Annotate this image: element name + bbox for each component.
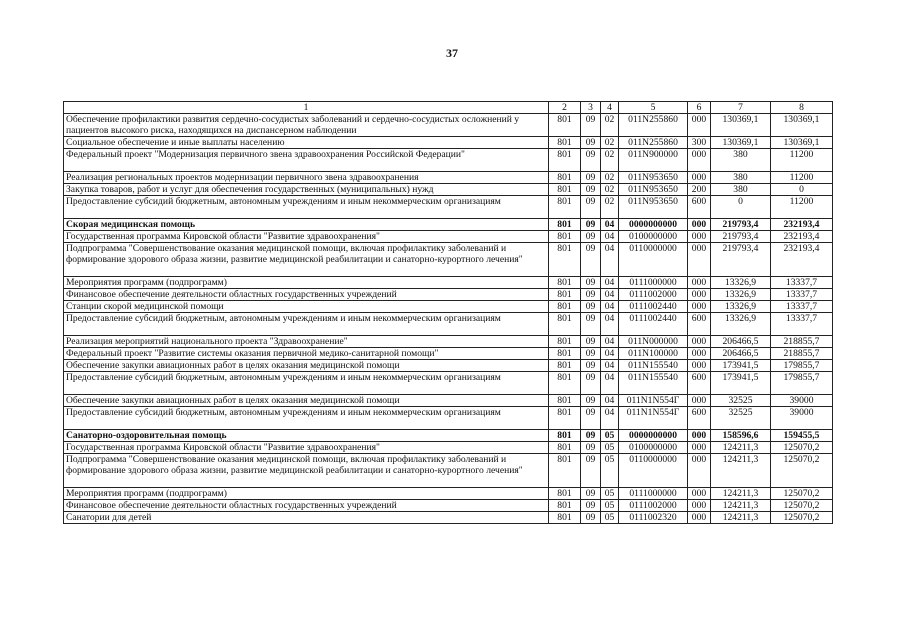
row-name: Предоставление субсидий бюджетным, автономным учреждениям и иным некоммерческим организациям bbox=[64, 196, 549, 219]
table-row bbox=[64, 231, 833, 243]
row-expense-type: 000 bbox=[688, 149, 711, 172]
row-subsection: 04 bbox=[601, 360, 619, 372]
row-expense-type: 000 bbox=[688, 336, 711, 348]
row-name: Предоставление субсидий бюджетным, автономным учреждениям и иным некоммерческим организациям bbox=[64, 372, 549, 395]
row-subsection: 05 bbox=[601, 442, 619, 454]
row-name: Федеральный проект "Модернизация первичного звена здравоохранения Российской Федерации" bbox=[64, 149, 549, 172]
row-name: Реализация мероприятий национального проекта "Здравоохранение" bbox=[64, 336, 549, 348]
row-name: Станции скорой медицинской помощи bbox=[64, 301, 549, 313]
row-expense-type: 000 bbox=[688, 488, 711, 500]
row-grbs-code: 801 bbox=[549, 395, 581, 407]
row-section: 09 bbox=[581, 277, 601, 289]
row-grbs-code: 801 bbox=[549, 149, 581, 172]
row-expense-type: 000 bbox=[688, 231, 711, 243]
row-target-code: 011N100000 bbox=[619, 348, 688, 360]
row-section: 09 bbox=[581, 172, 601, 184]
row-expense-type: 000 bbox=[688, 301, 711, 313]
table-row bbox=[64, 488, 833, 500]
row-target-code: 0100000000 bbox=[619, 231, 688, 243]
row-target-code: 011N953650 bbox=[619, 184, 688, 196]
row-target-code: 0111000000 bbox=[619, 277, 688, 289]
row-sum-year2: 39000 bbox=[771, 395, 833, 407]
row-section: 09 bbox=[581, 149, 601, 172]
row-expense-type: 600 bbox=[688, 372, 711, 395]
row-grbs-code: 801 bbox=[549, 512, 581, 524]
row-name: Санатории для детей bbox=[64, 512, 549, 524]
row-section: 09 bbox=[581, 430, 601, 442]
row-name: Государственная программа Кировской области "Развитие здравоохранения" bbox=[64, 442, 549, 454]
row-sum-year2: 179855,7 bbox=[771, 372, 833, 395]
row-sum-year2: 159455,5 bbox=[771, 430, 833, 442]
row-sum-year2: 179855,7 bbox=[771, 360, 833, 372]
row-grbs-code: 801 bbox=[549, 360, 581, 372]
row-target-code: 011N255860 bbox=[619, 137, 688, 149]
row-expense-type: 000 bbox=[688, 219, 711, 231]
row-sum-year1: 206466,5 bbox=[711, 348, 771, 360]
row-grbs-code: 801 bbox=[549, 114, 581, 137]
row-subsection: 04 bbox=[601, 395, 619, 407]
row-section: 09 bbox=[581, 313, 601, 336]
table-header-row bbox=[64, 102, 833, 114]
row-sum-year2: 218855,7 bbox=[771, 348, 833, 360]
row-name: Мероприятия программ (подпрограмм) bbox=[64, 488, 549, 500]
row-sum-year1: 173941,5 bbox=[711, 372, 771, 395]
row-section: 09 bbox=[581, 512, 601, 524]
row-sum-year1: 124211,3 bbox=[711, 442, 771, 454]
row-grbs-code: 801 bbox=[549, 454, 581, 488]
row-subsection: 04 bbox=[601, 336, 619, 348]
table-row bbox=[64, 313, 833, 336]
row-sum-year1: 130369,1 bbox=[711, 137, 771, 149]
row-section: 09 bbox=[581, 500, 601, 512]
row-grbs-code: 801 bbox=[549, 289, 581, 301]
row-section: 09 bbox=[581, 442, 601, 454]
page-number: 37 bbox=[446, 46, 458, 60]
column-header: 5 bbox=[619, 102, 688, 114]
row-expense-type: 300 bbox=[688, 137, 711, 149]
row-sum-year1: 380 bbox=[711, 149, 771, 172]
row-section: 09 bbox=[581, 395, 601, 407]
row-section: 09 bbox=[581, 336, 601, 348]
row-sum-year1: 173941,5 bbox=[711, 360, 771, 372]
row-sum-year1: 13326,9 bbox=[711, 277, 771, 289]
row-name: Мероприятия программ (подпрограмм) bbox=[64, 277, 549, 289]
row-sum-year1: 219793,4 bbox=[711, 219, 771, 231]
row-subsection: 04 bbox=[601, 277, 619, 289]
row-subsection: 02 bbox=[601, 196, 619, 219]
row-expense-type: 000 bbox=[688, 114, 711, 137]
row-sum-year2: 125070,2 bbox=[771, 454, 833, 488]
row-target-code: 011N155540 bbox=[619, 360, 688, 372]
row-section: 09 bbox=[581, 219, 601, 231]
row-name: Обеспечение профилактики развития сердечно-сосудистых заболеваний и сердечно-сосудистых осложнений у пациентов высокого риска, находящихся на диспансерном наблюдении bbox=[64, 114, 549, 137]
row-subsection: 04 bbox=[601, 289, 619, 301]
row-sum-year2: 130369,1 bbox=[771, 137, 833, 149]
row-target-code: 011N155540 bbox=[619, 372, 688, 395]
row-expense-type: 000 bbox=[688, 243, 711, 277]
row-name: Реализация региональных проектов модернизации первичного звена здравоохранения bbox=[64, 172, 549, 184]
row-subsection: 04 bbox=[601, 372, 619, 395]
row-section: 09 bbox=[581, 289, 601, 301]
row-sum-year2: 125070,2 bbox=[771, 512, 833, 524]
row-grbs-code: 801 bbox=[549, 243, 581, 277]
row-sum-year1: 124211,3 bbox=[711, 488, 771, 500]
row-sum-year1: 158596,6 bbox=[711, 430, 771, 442]
row-name: Подпрограмма "Совершенствование оказания медицинской помощи, включая профилактику заболеваний и формирование здорового образа жизни, развитие медицинской реабилитации и санаторно-курортного лечения" bbox=[64, 454, 549, 488]
row-expense-type: 000 bbox=[688, 277, 711, 289]
row-sum-year1: 124211,3 bbox=[711, 454, 771, 488]
row-sum-year1: 219793,4 bbox=[711, 231, 771, 243]
row-sum-year1: 32525 bbox=[711, 407, 771, 430]
row-name: Федеральный проект "Развитие системы оказания первичной медико-санитарной помощи" bbox=[64, 348, 549, 360]
row-name: Государственная программа Кировской области "Развитие здравоохранения" bbox=[64, 231, 549, 243]
row-sum-year2: 218855,7 bbox=[771, 336, 833, 348]
row-expense-type: 200 bbox=[688, 184, 711, 196]
row-section: 09 bbox=[581, 114, 601, 137]
row-expense-type: 000 bbox=[688, 430, 711, 442]
row-subsection: 04 bbox=[601, 219, 619, 231]
table-row bbox=[64, 360, 833, 372]
row-sum-year2: 11200 bbox=[771, 149, 833, 172]
row-name: Подпрограмма "Совершенствование оказания медицинской помощи, включая профилактику заболеваний и формирование здорового образа жизни, развитие медицинской реабилитации и санаторно-курортного лечения" bbox=[64, 243, 549, 277]
table-row bbox=[64, 243, 833, 277]
row-sum-year1: 0 bbox=[711, 196, 771, 219]
table-row bbox=[64, 149, 833, 172]
row-section: 09 bbox=[581, 407, 601, 430]
row-subsection: 05 bbox=[601, 512, 619, 524]
row-grbs-code: 801 bbox=[549, 219, 581, 231]
column-header: 7 bbox=[711, 102, 771, 114]
row-name: Финансовое обеспечение деятельности областных государственных учреждений bbox=[64, 289, 549, 301]
row-target-code: 0111002320 bbox=[619, 512, 688, 524]
row-subsection: 05 bbox=[601, 488, 619, 500]
row-target-code: 011N255860 bbox=[619, 114, 688, 137]
row-expense-type: 000 bbox=[688, 360, 711, 372]
row-target-code: 0110000000 bbox=[619, 243, 688, 277]
row-grbs-code: 801 bbox=[549, 196, 581, 219]
table-row bbox=[64, 407, 833, 430]
table-row bbox=[64, 196, 833, 219]
budget-table bbox=[63, 101, 833, 524]
row-expense-type: 000 bbox=[688, 348, 711, 360]
row-target-code: 011N000000 bbox=[619, 336, 688, 348]
row-grbs-code: 801 bbox=[549, 407, 581, 430]
row-sum-year1: 130369,1 bbox=[711, 114, 771, 137]
row-target-code: 0111002000 bbox=[619, 289, 688, 301]
row-name: Обеспечение закупки авиационных работ в целях оказания медицинской помощи bbox=[64, 360, 549, 372]
row-subsection: 04 bbox=[601, 301, 619, 313]
row-grbs-code: 801 bbox=[549, 430, 581, 442]
row-target-code: 0110000000 bbox=[619, 454, 688, 488]
column-header: 2 bbox=[549, 102, 581, 114]
row-section: 09 bbox=[581, 454, 601, 488]
row-sum-year2: 130369,1 bbox=[771, 114, 833, 137]
table-row bbox=[64, 372, 833, 395]
row-grbs-code: 801 bbox=[549, 442, 581, 454]
row-expense-type: 000 bbox=[688, 454, 711, 488]
row-subsection: 02 bbox=[601, 114, 619, 137]
row-grbs-code: 801 bbox=[549, 231, 581, 243]
row-section: 09 bbox=[581, 348, 601, 360]
row-grbs-code: 801 bbox=[549, 348, 581, 360]
row-subsection: 04 bbox=[601, 407, 619, 430]
row-target-code: 011N953650 bbox=[619, 172, 688, 184]
table-row bbox=[64, 137, 833, 149]
row-target-code: 0000000000 bbox=[619, 219, 688, 231]
row-sum-year1: 124211,3 bbox=[711, 500, 771, 512]
row-sum-year2: 13337,7 bbox=[771, 289, 833, 301]
column-header: 1 bbox=[64, 102, 549, 114]
table-row bbox=[64, 172, 833, 184]
row-sum-year2: 232193,4 bbox=[771, 243, 833, 277]
row-section: 09 bbox=[581, 243, 601, 277]
table-row bbox=[64, 184, 833, 196]
row-target-code: 011N900000 bbox=[619, 149, 688, 172]
row-sum-year2: 125070,2 bbox=[771, 442, 833, 454]
row-section: 09 bbox=[581, 137, 601, 149]
row-target-code: 0000000000 bbox=[619, 430, 688, 442]
row-sum-year2: 0 bbox=[771, 184, 833, 196]
table-row bbox=[64, 454, 833, 488]
row-sum-year2: 13337,7 bbox=[771, 301, 833, 313]
row-name: Обеспечение закупки авиационных работ в целях оказания медицинской помощи bbox=[64, 395, 549, 407]
row-name: Предоставление субсидий бюджетным, автономным учреждениям и иным некоммерческим организациям bbox=[64, 313, 549, 336]
column-header: 4 bbox=[601, 102, 619, 114]
row-sum-year1: 13326,9 bbox=[711, 301, 771, 313]
row-subsection: 04 bbox=[601, 313, 619, 336]
table-row bbox=[64, 442, 833, 454]
row-subsection: 04 bbox=[601, 243, 619, 277]
row-sum-year2: 125070,2 bbox=[771, 500, 833, 512]
row-section: 09 bbox=[581, 196, 601, 219]
table-row bbox=[64, 512, 833, 524]
table-row bbox=[64, 348, 833, 360]
column-header: 6 bbox=[688, 102, 711, 114]
table-row bbox=[64, 430, 833, 442]
row-expense-type: 000 bbox=[688, 442, 711, 454]
column-header: 8 bbox=[771, 102, 833, 114]
table-row bbox=[64, 219, 833, 231]
row-name: Санаторно-оздоровительная помощь bbox=[64, 430, 549, 442]
row-grbs-code: 801 bbox=[549, 277, 581, 289]
row-subsection: 02 bbox=[601, 172, 619, 184]
row-subsection: 02 bbox=[601, 149, 619, 172]
row-grbs-code: 801 bbox=[549, 313, 581, 336]
row-subsection: 05 bbox=[601, 454, 619, 488]
row-target-code: 0111000000 bbox=[619, 488, 688, 500]
row-sum-year1: 13326,9 bbox=[711, 289, 771, 301]
row-subsection: 05 bbox=[601, 500, 619, 512]
row-expense-type: 000 bbox=[688, 500, 711, 512]
row-section: 09 bbox=[581, 360, 601, 372]
row-section: 09 bbox=[581, 488, 601, 500]
table-row bbox=[64, 114, 833, 137]
row-expense-type: 600 bbox=[688, 196, 711, 219]
row-target-code: 011N953650 bbox=[619, 196, 688, 219]
row-expense-type: 000 bbox=[688, 289, 711, 301]
row-grbs-code: 801 bbox=[549, 137, 581, 149]
row-sum-year2: 232193,4 bbox=[771, 231, 833, 243]
row-sum-year2: 39000 bbox=[771, 407, 833, 430]
row-name: Скорая медицинская помощь bbox=[64, 219, 549, 231]
row-expense-type: 000 bbox=[688, 512, 711, 524]
row-expense-type: 600 bbox=[688, 407, 711, 430]
table-row bbox=[64, 289, 833, 301]
row-sum-year1: 219793,4 bbox=[711, 243, 771, 277]
row-sum-year1: 380 bbox=[711, 172, 771, 184]
table-row bbox=[64, 395, 833, 407]
row-target-code: 0111002440 bbox=[619, 301, 688, 313]
row-target-code: 0111002000 bbox=[619, 500, 688, 512]
row-subsection: 05 bbox=[601, 430, 619, 442]
row-target-code: 011N1N554Г bbox=[619, 407, 688, 430]
row-name: Закупка товаров, работ и услуг для обеспечения государственных (муниципальных) нужд bbox=[64, 184, 549, 196]
row-sum-year1: 206466,5 bbox=[711, 336, 771, 348]
row-section: 09 bbox=[581, 372, 601, 395]
column-header: 3 bbox=[581, 102, 601, 114]
row-name: Финансовое обеспечение деятельности областных государственных учреждений bbox=[64, 500, 549, 512]
row-name: Предоставление субсидий бюджетным, автономным учреждениям и иным некоммерческим организациям bbox=[64, 407, 549, 430]
row-expense-type: 000 bbox=[688, 172, 711, 184]
row-sum-year2: 11200 bbox=[771, 172, 833, 184]
row-expense-type: 000 bbox=[688, 395, 711, 407]
row-grbs-code: 801 bbox=[549, 301, 581, 313]
table-row bbox=[64, 301, 833, 313]
row-grbs-code: 801 bbox=[549, 336, 581, 348]
row-grbs-code: 801 bbox=[549, 172, 581, 184]
row-sum-year2: 232193,4 bbox=[771, 219, 833, 231]
table-row bbox=[64, 277, 833, 289]
row-name: Социальное обеспечение и иные выплаты населению bbox=[64, 137, 549, 149]
row-sum-year1: 13326,9 bbox=[711, 313, 771, 336]
row-subsection: 02 bbox=[601, 137, 619, 149]
row-sum-year2: 11200 bbox=[771, 196, 833, 219]
row-section: 09 bbox=[581, 184, 601, 196]
table-row bbox=[64, 336, 833, 348]
row-subsection: 04 bbox=[601, 348, 619, 360]
row-grbs-code: 801 bbox=[549, 488, 581, 500]
row-target-code: 0111002440 bbox=[619, 313, 688, 336]
row-subsection: 04 bbox=[601, 231, 619, 243]
row-sum-year2: 13337,7 bbox=[771, 277, 833, 289]
row-target-code: 0100000000 bbox=[619, 442, 688, 454]
row-section: 09 bbox=[581, 301, 601, 313]
row-sum-year1: 124211,3 bbox=[711, 512, 771, 524]
row-sum-year1: 32525 bbox=[711, 395, 771, 407]
table-row bbox=[64, 500, 833, 512]
row-section: 09 bbox=[581, 231, 601, 243]
row-expense-type: 600 bbox=[688, 313, 711, 336]
row-grbs-code: 801 bbox=[549, 184, 581, 196]
row-subsection: 02 bbox=[601, 184, 619, 196]
row-grbs-code: 801 bbox=[549, 372, 581, 395]
row-grbs-code: 801 bbox=[549, 500, 581, 512]
row-sum-year2: 13337,7 bbox=[771, 313, 833, 336]
row-target-code: 011N1N554Г bbox=[619, 395, 688, 407]
row-sum-year1: 380 bbox=[711, 184, 771, 196]
row-sum-year2: 125070,2 bbox=[771, 488, 833, 500]
